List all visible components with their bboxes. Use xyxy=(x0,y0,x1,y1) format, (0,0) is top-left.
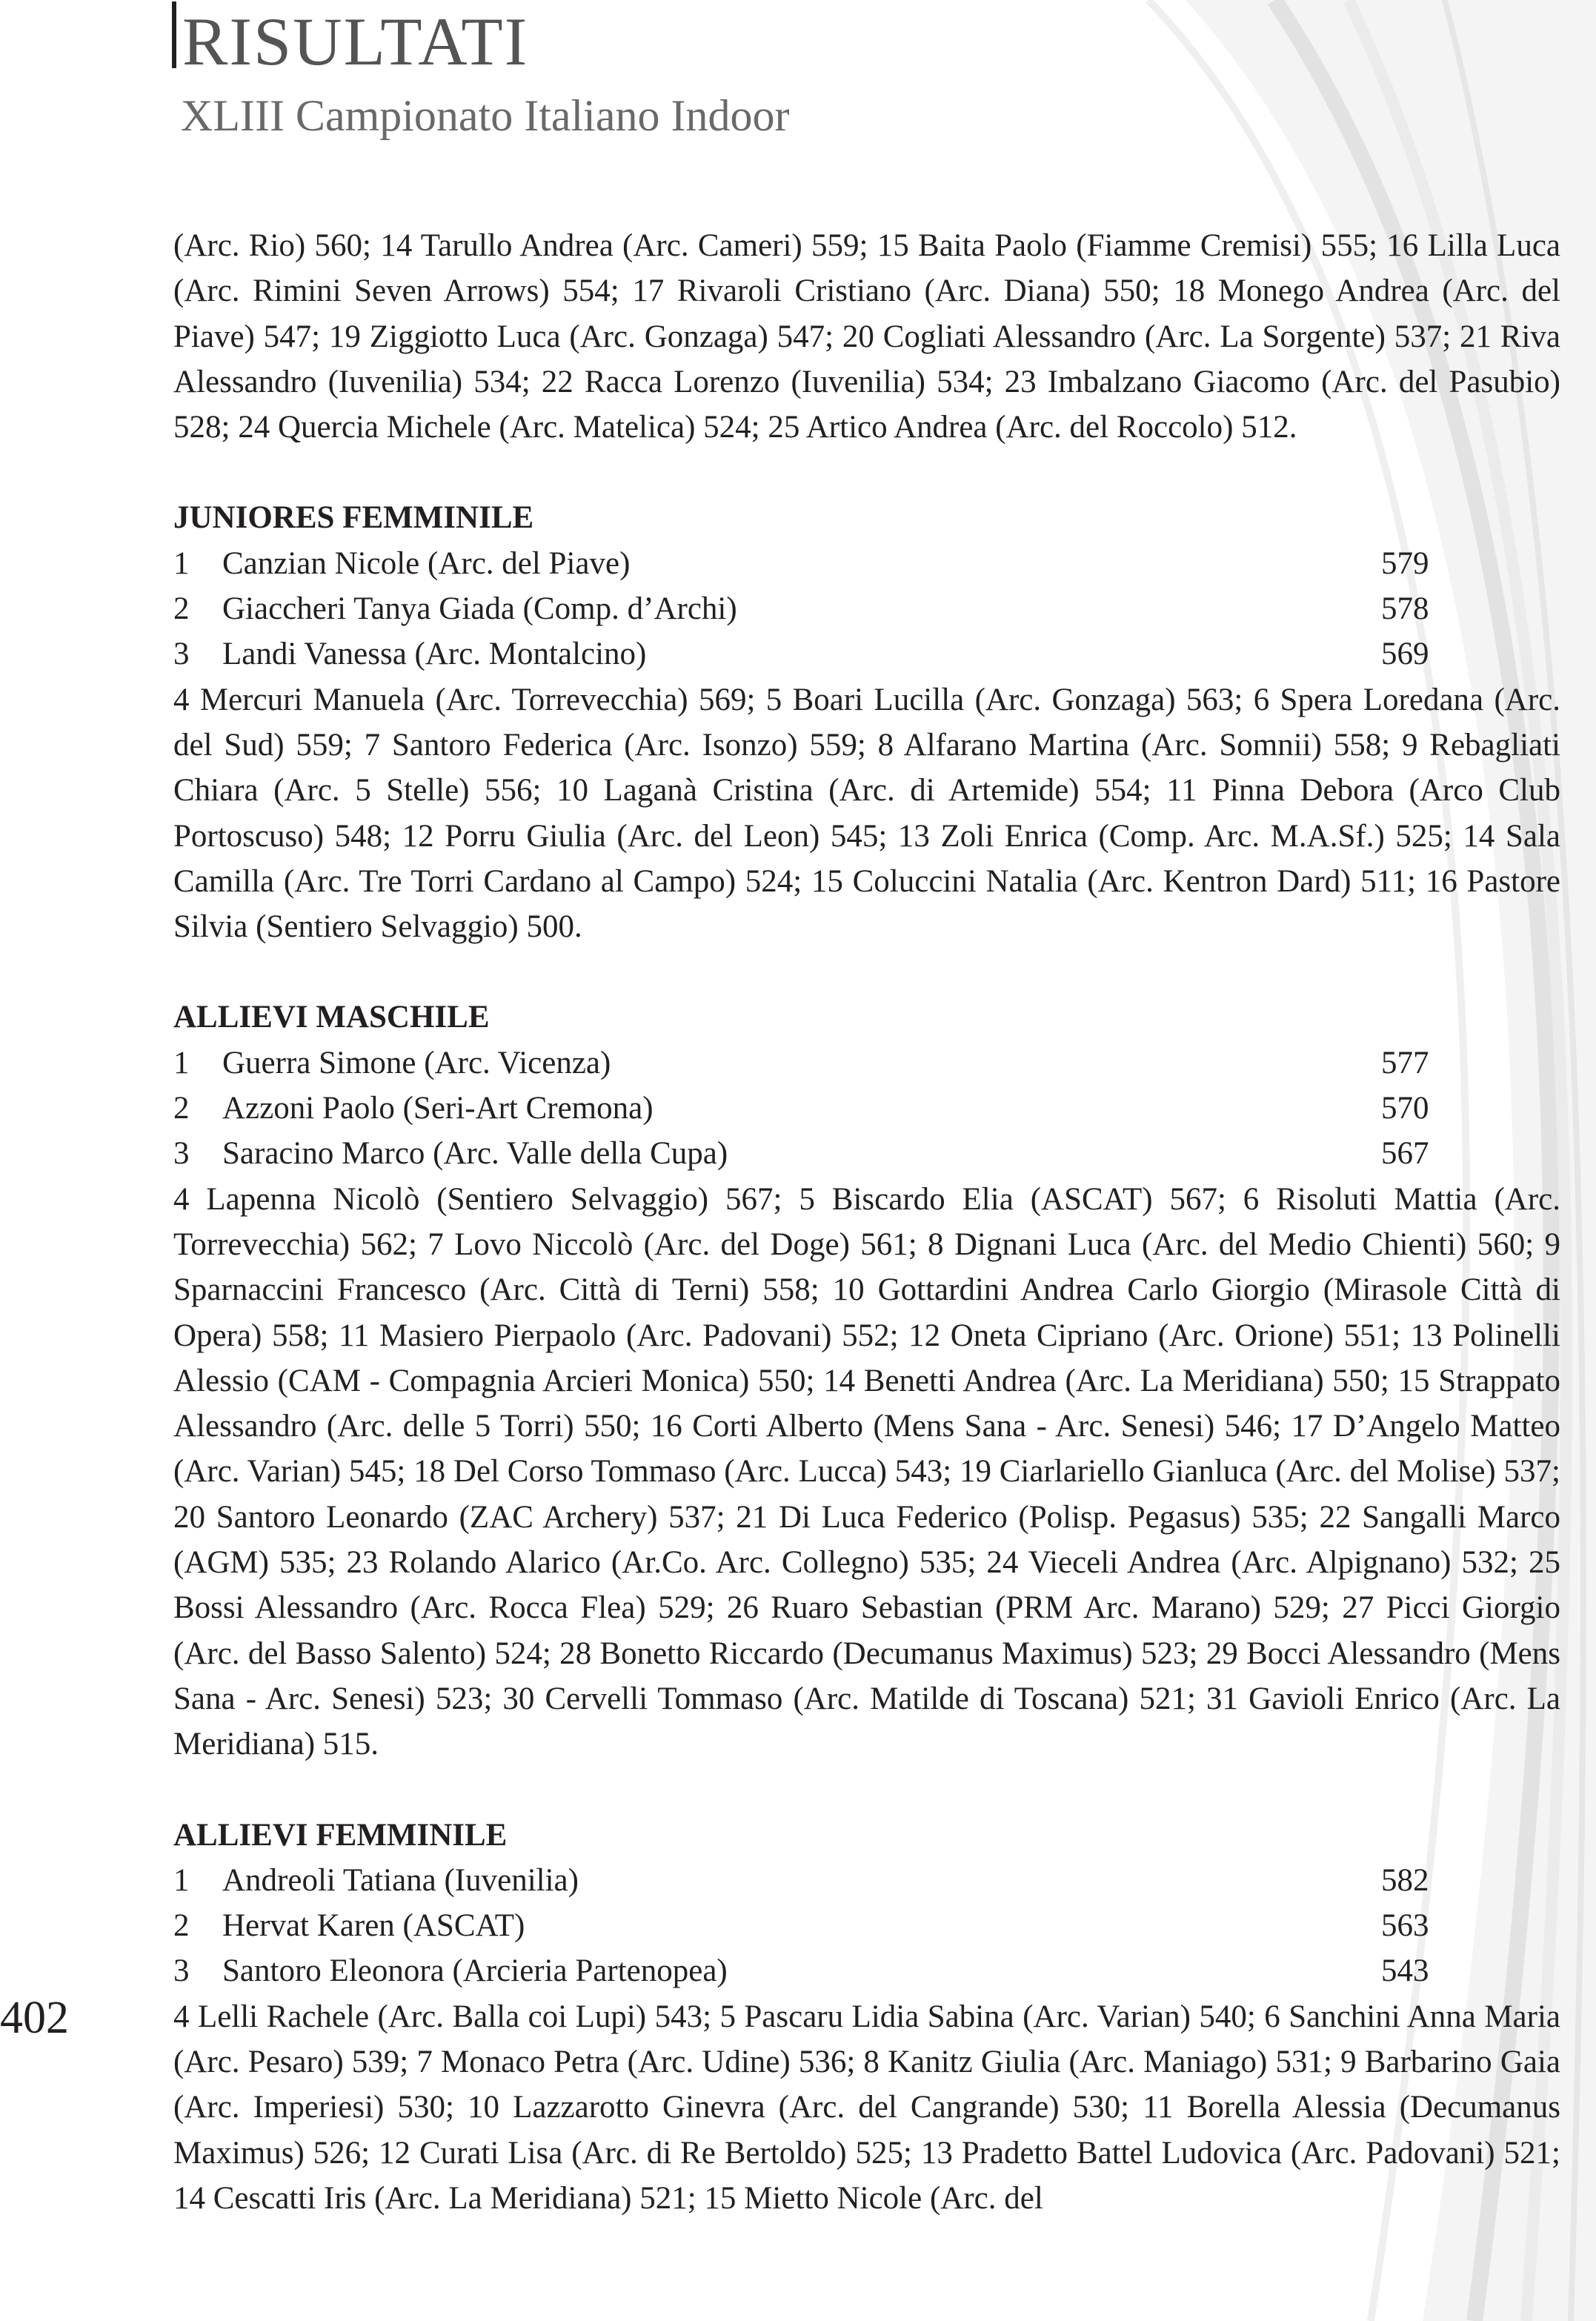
page-title: RISULTATI xyxy=(182,4,529,79)
podium-rank: 1 xyxy=(173,1045,190,1080)
section-rest-results: 4 Lelli Rachele (Arc. Balla coi Lupi) 543; 5 Pascaru Lidia Sabina (Arc. Varian) 540; 6 Sanchini Anna Maria (Arc. Pesaro) 539; 7 Monaco Petra (Arc. Udine) 536; 8 Kanitz Giulia (Arc. Maniago) 531; 9 Barbarino Gaia (Arc. Imperiesi) 530; 10 Lazzarotto Ginevra (Arc. del Cangrande) 530; 11 Borella Alessia (Decumanus Maximus) 526; 12 Curati Lisa (Arc. di Re Bertoldo) 525; 13 Pradetto Battel Ludovica (Arc. Padovani) 521; 14 Cescatti Iris (Arc. La Meridiana) 521; 15 Mietto Nicole (Arc. del xyxy=(173,1999,1560,2216)
section-allievi-femminile xyxy=(173,1813,1560,2222)
podium-rank: 3 xyxy=(173,1136,190,1172)
podium-rank: 3 xyxy=(173,637,190,672)
podium-score: 570 xyxy=(1381,1091,1429,1126)
podium-score: 577 xyxy=(1381,1045,1429,1080)
podium-score: 579 xyxy=(1381,545,1429,581)
podium-row xyxy=(173,1948,1560,1993)
podium-row xyxy=(173,1858,1560,1903)
podium-rank: 2 xyxy=(173,591,190,627)
podium-score: 582 xyxy=(1381,1862,1429,1898)
section-heading: ALLIEVI FEMMINILE xyxy=(173,1817,508,1853)
podium-row xyxy=(173,631,1560,677)
podium-name: Guerra Simone (Arc. Vicenza) xyxy=(222,1045,611,1080)
podium-rank: 1 xyxy=(173,1862,190,1898)
page-number: 402 xyxy=(0,1993,69,2043)
section-heading: JUNIORES FEMMINILE xyxy=(173,500,534,536)
podium-score: 578 xyxy=(1381,591,1429,627)
podium-score: 569 xyxy=(1381,637,1429,672)
section-juniores-femminile xyxy=(173,495,1560,949)
section-rest-results: 4 Mercuri Manuela (Arc. Torrevecchia) 569; 5 Boari Lucilla (Arc. Gonzaga) 563; 6 Spera Loredana (Arc. del Sud) 559; 7 Santoro Federica (Arc. Isonzo) 559; 8 Alfarano Martina (Arc. Somnii) 558; 9 Rebagliati Chiara (Arc. 5 Stelle) 556; 10 Laganà Cristina (Arc. di Artemide) 554; 11 Pinna Debora (Arco Club Portoscuso) 548; 12 Porru Giulia (Arc. del Leon) 545; 13 Zoli Enrica (Comp. Arc. M.A.Sf.) 525; 14 Sala Camilla (Arc. Tre Torri Cardano al Campo) 524; 15 Coluccini Natalia (Arc. Kentron Dard) 511; 16 Pastore Silvia (Sentiero Selvaggio) 500. xyxy=(173,682,1560,945)
podium-row xyxy=(173,541,1560,586)
podium-name: Azzoni Paolo (Seri-Art Cremona) xyxy=(222,1091,654,1126)
podium-name: Santoro Eleonora (Arcieria Partenopea) xyxy=(222,1953,728,1989)
podium-row xyxy=(173,1131,1560,1176)
podium-rank: 2 xyxy=(173,1908,190,1944)
podium-name: Landi Vanessa (Arc. Montalcino) xyxy=(222,637,647,672)
section-allievi-maschile xyxy=(173,995,1560,1767)
section-heading: ALLIEVI MASCHILE xyxy=(173,1000,490,1035)
podium-name: Saracino Marco (Arc. Valle della Cupa) xyxy=(222,1136,728,1172)
podium-row xyxy=(173,1040,1560,1086)
podium-row xyxy=(173,586,1560,631)
results-content xyxy=(173,223,1560,2221)
podium-rank: 3 xyxy=(173,1953,190,1989)
podium-name: Giaccheri Tanya Giada (Comp. d’Archi) xyxy=(222,591,737,627)
header-vertical-rule xyxy=(172,1,176,68)
page-subtitle: XLIII Campionato Italiano Indoor xyxy=(181,91,790,140)
podium-name: Hervat Karen (ASCAT) xyxy=(222,1908,525,1944)
podium-name: Canzian Nicole (Arc. del Piave) xyxy=(222,545,631,581)
podium-score: 563 xyxy=(1381,1908,1429,1944)
podium-rank: 1 xyxy=(173,545,190,581)
podium-row xyxy=(173,1903,1560,1948)
podium-rank: 2 xyxy=(173,1091,190,1126)
podium-name: Andreoli Tatiana (Iuvenilia) xyxy=(222,1862,579,1898)
section-rest-results: 4 Lapenna Nicolò (Sentiero Selvaggio) 567; 5 Biscardo Elia (ASCAT) 567; 6 Risoluti Mattia (Arc. Torrevecchia) 562; 7 Lovo Niccolò (Arc. del Doge) 561; 8 Dignani Luca (Arc. del Medio Chienti) 560; 9 Sparnaccini Francesco (Arc. Città di Terni) 558; 10 Gottardini Andrea Carlo Giorgio (Mirasole Città di Opera) 558; 11 Masiero Pierpaolo (Arc. Padovani) 552; 12 Oneta Cipriano (Arc. Orione) 551; 13 Polinelli Alessio (CAM - Compagnia Arcieri Monica) 550; 14 Benetti Andrea (Arc. La Meridiana) 550; 15 Strappato Alessandro (Arc. delle 5 Torri) 550; 16 Corti Alberto (Mens Sana - Arc. Senesi) 546; 17 D’Angelo Matteo (Arc. Varian) 545; 18 Del Corso Tommaso (Arc. Lucca) 543; 19 Ciarlariello Gianluca (Arc. del Molise) 537; 20 Santoro Leonardo (ZAC Archery) 537; 21 Di Luca Federico (Polisp. Pegasus) 535; 22 Sangalli Marco (AGM) 535; 23 Rolando Alarico (Ar.Co. Arc. Collegno) 535; 24 Vieceli Andrea (Arc. Alpignano) 532; 25 Bossi Alessandro (Arc. Rocca Flea) 529; 26 Ruaro Sebastian (PRM Arc. Marano) 529; 27 Picci Giorgio (Arc. del Basso Salento) 524; 28 Bonetto Riccardo (Decumanus Maximus) 523; 29 Bocci Alessandro (Mens Sana - Arc. Senesi) 523; 30 Cervelli Tommaso (Arc. Matilde di Toscana) 521; 31 Gavioli Enrico (Arc. La Meridiana) 515. xyxy=(173,1181,1560,1762)
podium-row xyxy=(173,1086,1560,1131)
intro-results-paragraph: (Arc. Rio) 560; 14 Tarullo Andrea (Arc. Cameri) 559; 15 Baita Paolo (Fiamme Cremisi) 555; 16 Lilla Luca (Arc. Rimini Seven Arrows) 554; 17 Rivaroli Cristiano (Arc. Diana) 550; 18 Monego Andrea (Arc. del Piave) 547; 19 Ziggiotto Luca (Arc. Gonzaga) 547; 20 Cogliati Alessandro (Arc. La Sorgente) 537; 21 Riva Alessandro (Iuvenilia) 534; 22 Racca Lorenzo (Iuvenilia) 534; 23 Imbalzano Giacomo (Arc. del Pasubio) 528; 24 Quercia Michele (Arc. Matelica) 524; 25 Artico Andrea (Arc. del Roccolo) 512. xyxy=(173,228,1560,445)
podium-score: 543 xyxy=(1381,1953,1429,1989)
podium-score: 567 xyxy=(1381,1136,1429,1172)
